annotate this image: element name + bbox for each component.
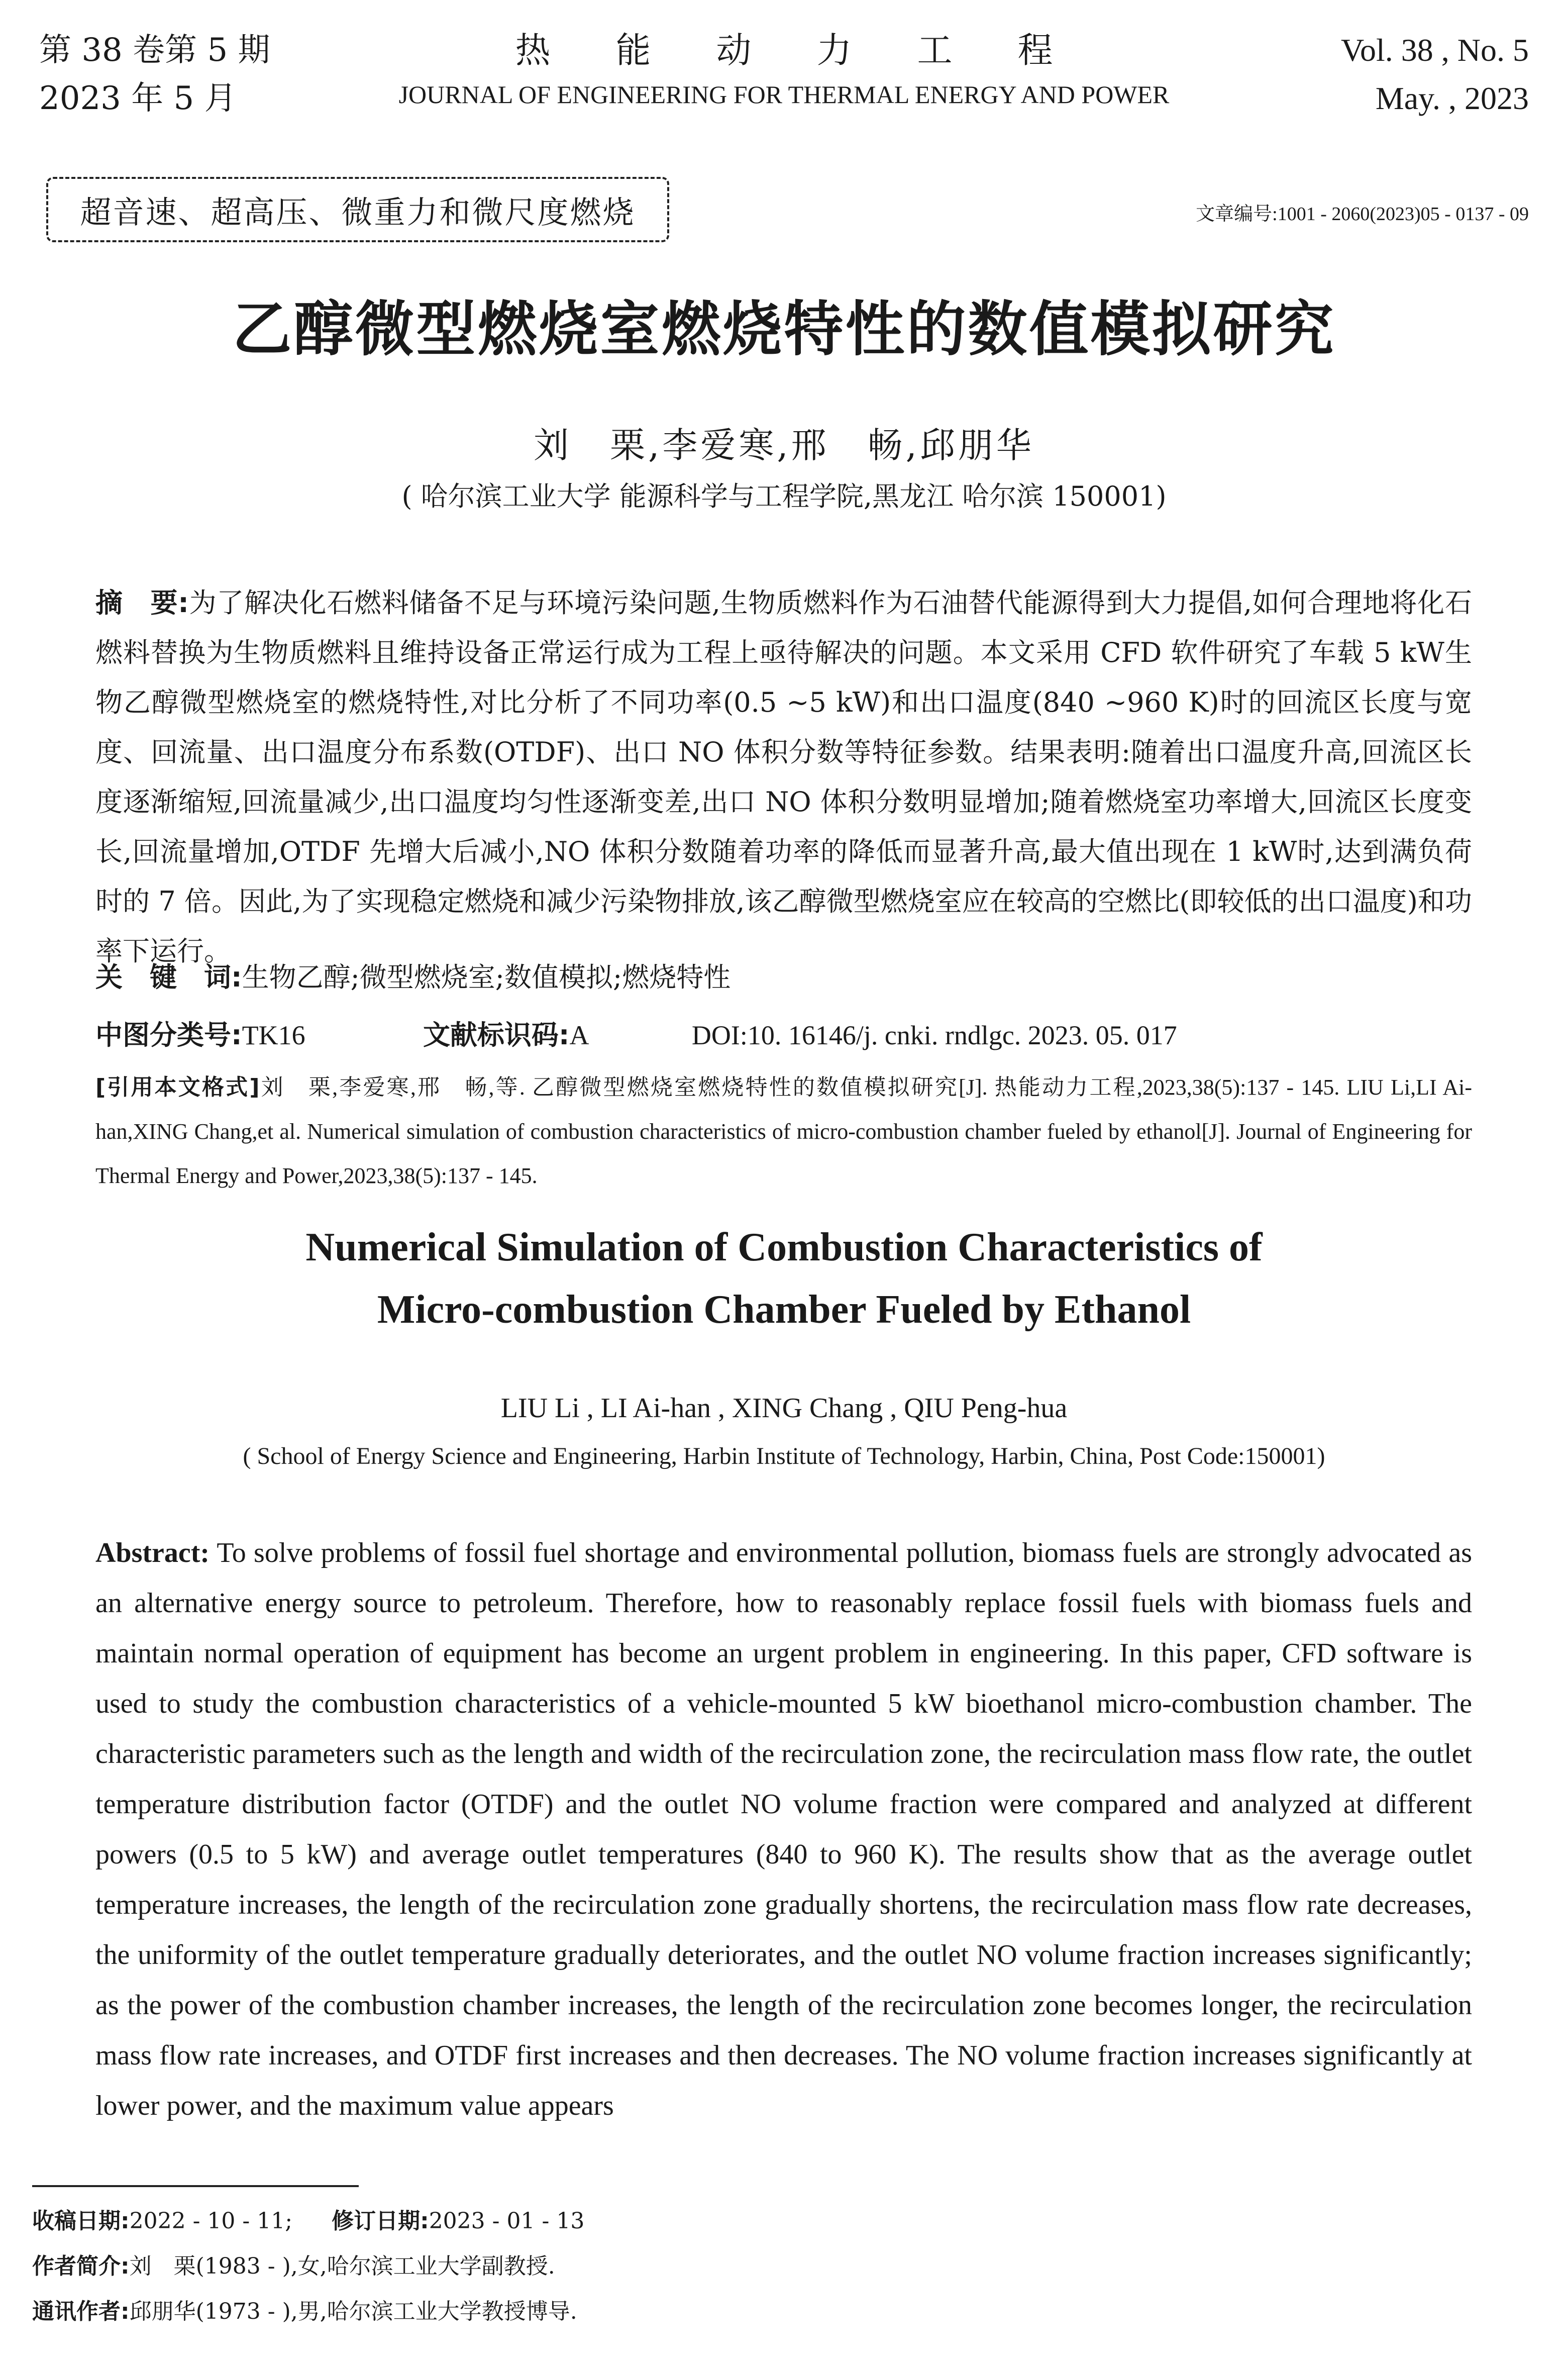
title-cn: 乙醇微型燃烧室燃烧特性的数值模拟研究 [232, 294, 1336, 364]
article-number: 文章编号:1001 - 2060(2023)05 - 0137 - 09 [1196, 204, 1529, 225]
clc-label: 中图分类号: [95, 1019, 242, 1051]
revised-value: 2023 - 01 - 13 [429, 2208, 585, 2234]
title-en [0, 1216, 1568, 1341]
corresponding-label: 通讯作者: [32, 2299, 130, 2324]
authors-en: LIU Li , LI Ai-han , XING Chang , QIU Peng-hua [500, 1393, 1068, 1424]
abstract-cn [95, 578, 1472, 976]
affiliation-cn: ( 哈尔滨工业大学 能源科学与工程学院,黑龙江 哈尔滨 150001) [401, 480, 1167, 512]
volume-issue-en: Vol. 38 , No. 5 [1341, 32, 1529, 68]
revised-label: 修订日期: [332, 2208, 429, 2234]
keywords [95, 952, 1472, 1002]
volume-issue-cn: 第 38 卷第 5 期 [39, 32, 270, 69]
column-label: 超音速、超高压、微重力和微尺度燃烧 [46, 177, 669, 242]
clc-value: TK16 [242, 1020, 305, 1050]
abstract-cn-text: 为了解决化石燃料储备不足与环境污染问题,生物质燃料作为石油替代能源得到大力提倡,如何合理地将化石燃料替换为生物质燃料且维持设备正常运行成为工程上亟待解决的问题。本文采用 CFD 软件研究了车载 5 kW生物乙醇微型燃烧室的燃烧特性,对比分析了不同功率(0.5 ~5 kW)和出口温度(840 ~960 K)时的回流区长度与宽度、回流量、出口温度分布系数(OTDF)、出口 NO 体积分数等特征参数。结果表明:随着出口温度升高,回流区长度逐渐缩短,回流量减少,出口温度均匀性逐渐变差,出口 NO 体积分数明显增加;随着燃烧室功率增大,回流区长度变长,回流量增加,OTDF 先增大后减小,NO 体积分数随着功率的降低而显著升高,最大值出现在 1 kW时,达到满负荷时的 7 倍。因此,为了实现稳定燃烧和减少污染物排放,该乙醇微型燃烧室应在较高的空燃比(即较低的出口温度)和功率下运行。 [95, 587, 1472, 967]
corresponding-value: 邱朋华(1973 - ),男,哈尔滨工业大学教授博导. [129, 2299, 577, 2324]
authors-cn: 刘 栗,李爱寒,邢 畅,邱朋华 [534, 425, 1034, 466]
received-label: 收稿日期: [32, 2208, 130, 2234]
footnote-rule [32, 2185, 359, 2187]
affiliation-en: ( School of Energy Science and Engineering, Harbin Institute of Technology, Harbin, China, Post Code:150001) [243, 1443, 1325, 1469]
citation-label: [引用本文格式] [95, 1074, 260, 1100]
keywords-label: 关 键 词: [95, 961, 242, 993]
abstract-en [95, 1528, 1472, 2131]
received-value: 2022 - 10 - 11; [129, 2208, 293, 2234]
author-bio-value: 刘 栗(1983 - ),女,哈尔滨工业大学副教授. [129, 2253, 555, 2279]
journal-issue-en [1341, 26, 1529, 123]
journal-masthead [0, 26, 1568, 115]
journal-name-en: JOURNAL OF ENGINEERING FOR THERMAL ENERGY AND POWER [398, 80, 1170, 109]
abstract-cn-label: 摘 要: [95, 587, 189, 619]
footnote-dates [32, 2204, 1539, 2239]
doc-code-label: 文献标识码: [423, 1019, 570, 1051]
doc-code-value: A [569, 1020, 589, 1050]
date-en: May. , 2023 [1375, 80, 1529, 116]
abstract-en-label: Abstract: [95, 1537, 210, 1568]
title-en-line-1: Numerical Simulation of Combustion Characteristics of [305, 1225, 1263, 1269]
journal-name-cn: 热能动力工程 [515, 30, 1118, 71]
date-cn: 2023 年 5 月 [39, 80, 237, 117]
footnote-author [32, 2249, 1539, 2284]
author-bio-label: 作者简介: [32, 2253, 130, 2279]
abstract-en-text: To solve problems of fossil fuel shortage and environmental pollution, biomass fuels are strongly advocated as an alternative energy source to petroleum. Therefore, how to reasonably replace fossil fuels with biomass fuels and maintain normal operation of equipment has become an urgent problem in engineering. In this paper, CFD software is used to study the combustion characteristics of a vehicle-mounted 5 kW bioethanol micro-combustion chamber. The characteristic parameters such as the length and width of the recirculation zone, the recirculation mass flow rate, the outlet temperature distribution factor (OTDF) and the outlet NO volume fraction were compared and analyzed at different powers (0.5 to 5 kW) and average outlet temperatures (840 to 960 K). The results show that as the average outlet temperature increases, the length of the recirculation zone gradually shortens, the recirculation mass flow rate decreases, the uniformity of the outlet temperature gradually deteriorates, and the outlet NO volume fraction increases significantly; as the power of the combustion chamber increases, the length of the recirculation zone becomes longer, the recirculation mass flow rate increases, and OTDF first increases and then decreases. The NO volume fraction increases significantly at lower power, and the maximum value appears [95, 1537, 1472, 2121]
citation-text: 刘 栗,李爱寒,邢 畅,等. 乙醇微型燃烧室燃烧特性的数值模拟研究[J]. 热能动力工程,2023,38(5):137 - 145. LIU Li,LI Ai-han,XING Chang,et al. Numerical simulation of combustion characteristics of micro-combustion chamber fueled by ethanol[J]. Journal of Engineering for Thermal Energy and Power,2023,38(5):137 - 145. [95, 1075, 1472, 1188]
citation [95, 1065, 1472, 1198]
classification-line [95, 1010, 1472, 1060]
footnote-corresponding [32, 2294, 1539, 2329]
keywords-text: 生物乙醇;微型燃烧室;数值模拟;燃烧特性 [242, 961, 731, 993]
title-en-line-2: Micro-combustion Chamber Fueled by Ethanol [377, 1288, 1191, 1332]
doi: DOI:10. 16146/j. cnki. rndlgc. 2023. 05. 017 [691, 1020, 1177, 1050]
